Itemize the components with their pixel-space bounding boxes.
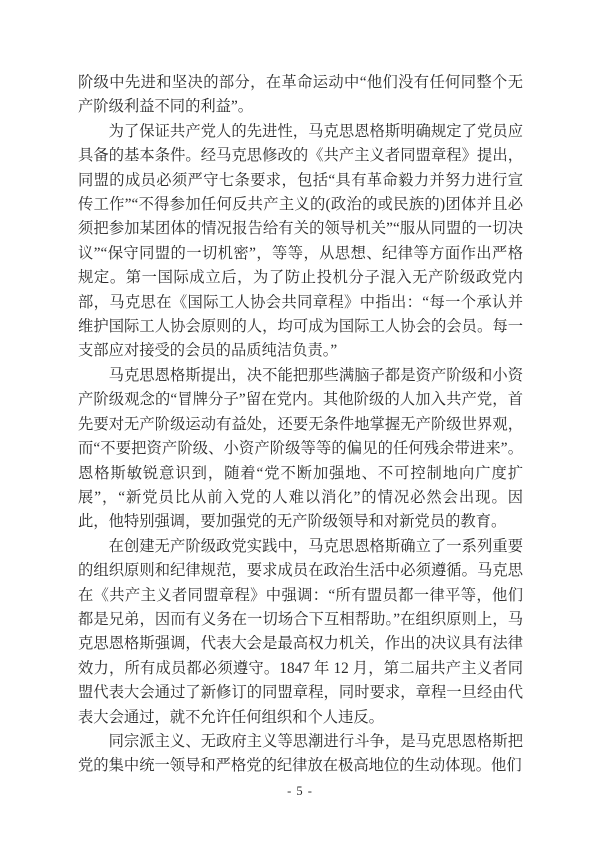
body-paragraph: 同宗派主义、无政府主义等思潮进行斗争，是马克思恩格斯把党的集中统一领导和严格党的纪律放在极高地位的生动体现。他们 — [78, 732, 523, 775]
body-paragraph: 为了保证共产党人的先进性，马克思恩格斯明确规定了党员应具备的基本条件。经马克思修改的《共产主义者同盟章程》提出，同盟的成员必须严守七条要求，包括“具有革命毅力并努力进行宣传工作”“不得参加任何反共产主义的(政治的或民族的)团体并且必须把参加某团体的情况报告给有关的领导机关”“服从同盟的一切决议”“保守同盟的一切机密”，等等，从思想、纪律等方面作出严格规定。第一国际成立后，为了防止投机分子混入无产阶级政党内部，马克思在《国际工人协会共同章程》中指出：“每一个承认并维护国际工人协会原则的人，均可成为国际工人协会的会员。每一支部应对接受的会员的品质纯洁负责。” — [78, 122, 523, 360]
page-number: - 5 - — [287, 784, 313, 798]
body-text — [78, 71, 523, 779]
body-paragraph: 马克思恩格斯提出，决不能把那些满脑子都是资产阶级和小资产阶级观念的“冒牌分子”留在党内。其他阶级的人加入共产党，首先要对无产阶级运动有益处，还要无条件地掌握无产阶级世界观，而“不要把资产阶级、小资产阶级等等的偏见的任何残余带进来”。恩格斯敏锐意识到，随着“党不断加强地、不可控制地向广度扩展”，“新党员比从前入党的人难以消化”的情况必然会出现。因此，他特别强调，要加强党的无产阶级领导和对新党员的教育。 — [78, 366, 523, 531]
body-paragraph: 在创建无产阶级政党实践中，马克思恩格斯确立了一系列重要的组织原则和纪律规范，要求成员在政治生活中必须遵循。马克思在《共产主义者同盟章程》中强调：“所有盟员都一律平等，他们都是兄弟，因而有义务在一切场合下互相帮助。”在组织原则上，马克思恩格斯强调，代表大会是最高权力机关，作出的决议具有法律效力，所有成员都必须遵守。1847 年 12 月，第二届共产主义者同盟代表大会通过了新修订的同盟章程，同时要求，章程一旦经由代表大会通过，就不允许任何组织和个人违反。 — [78, 537, 523, 726]
body-paragraph: 阶级中先进和坚决的部分，在革命运动中“他们没有任何同整个无产阶级利益不同的利益”。 — [78, 74, 523, 116]
